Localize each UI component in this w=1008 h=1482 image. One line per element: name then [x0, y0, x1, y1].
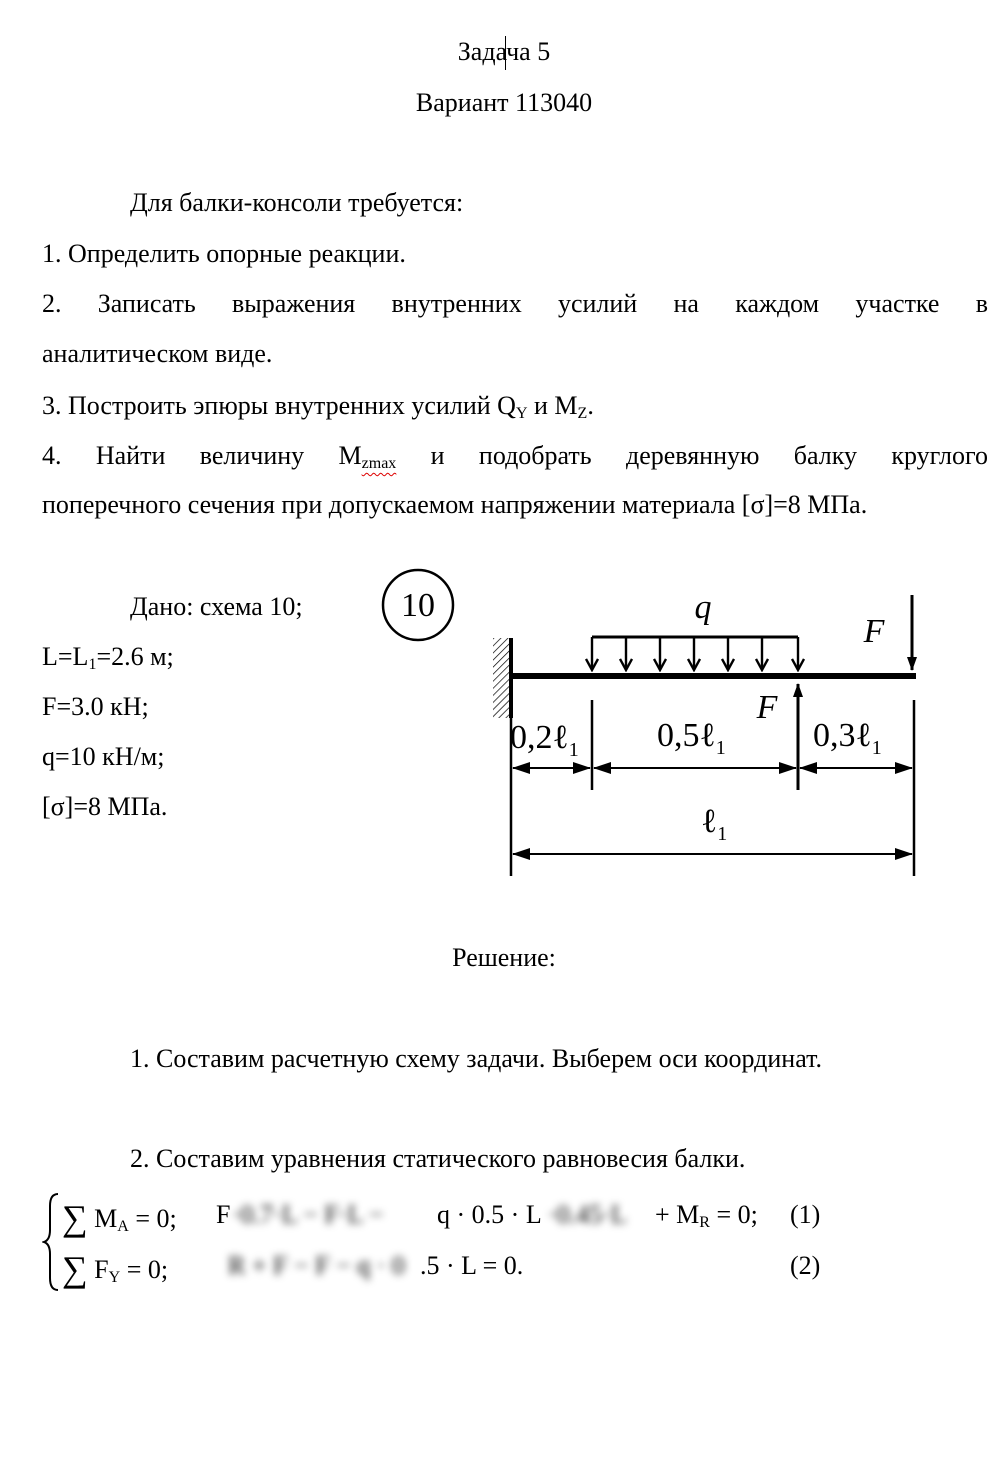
wall-hatch	[493, 638, 509, 718]
dim-label-3: 0,3ℓ$_1$	[813, 717, 882, 759]
solution-step-2: 2. Составим уравнения статического равновесия балки.	[130, 1144, 746, 1173]
requirement-4-line2: поперечного сечения при допускаемом напряжении материала [σ]=8 МПа.	[42, 490, 868, 519]
requirement-3: 3. Построить эпюры внутренних усилий $Q_Y$ и $M_Z$.	[42, 391, 594, 422]
solution-heading: Решение:	[452, 943, 556, 972]
sum-sign: ∑	[62, 1198, 88, 1238]
given-F: F=3.0 кН;	[42, 692, 149, 721]
given-title: Дано: схема 10;	[130, 592, 303, 621]
spellcheck-underline: zmax	[361, 455, 397, 472]
given-q: q=10 кН/м;	[42, 742, 165, 771]
force-F-end-label: F	[863, 613, 885, 650]
requirement-1: 1. Определить опорные реакции.	[42, 239, 406, 268]
equation-2-number: (2)	[790, 1251, 821, 1280]
equation-1-hidden-part-2: ·0.45·L	[548, 1200, 627, 1229]
force-F-mid-label: F	[756, 689, 778, 726]
variant-title: Вариант 113040	[415, 88, 593, 117]
given-sigma: [σ]=8 МПа.	[42, 792, 168, 821]
sum-sign: ∑	[62, 1249, 88, 1289]
equation-1-hidden-part: ·0.7·L − F·L −	[232, 1200, 384, 1229]
equation-2-visible-part: .5 · L = 0.	[420, 1251, 524, 1280]
q-load-arrows	[592, 637, 798, 670]
task-title: Задача 5	[457, 37, 551, 66]
given-L: $L=L_1=2.6$ м;	[42, 642, 174, 673]
scheme-number: 10	[401, 587, 435, 624]
q-label: q	[694, 589, 712, 626]
equation-1-end: + $M_R = 0$;	[655, 1200, 758, 1231]
equation-1-number: (1)	[790, 1200, 821, 1229]
dim-label-total: ℓ$_1$	[701, 803, 728, 845]
dim-label-2: 0,5ℓ$_1$	[657, 717, 726, 759]
dim-label-1: 0,2ℓ$_1$	[510, 719, 579, 761]
equation-2-hidden-part: R + F − F − q · 0	[228, 1251, 405, 1280]
solution-step-1: 1. Составим расчетную схему задачи. Выберем оси координат.	[130, 1044, 822, 1073]
equation-1-visible-part: q · 0.5 · L	[437, 1200, 542, 1229]
system-brace	[42, 1192, 62, 1292]
requirement-2-line2: аналитическом виде.	[42, 339, 273, 368]
requirement-4-line1: 4. Найти величину $M_{zmax}$ и подобрать деревянную балку круглого	[42, 441, 988, 472]
requirement-2-line1: 2. Записать выражения внутренних усилий на каждом участке в	[42, 289, 988, 318]
equation-2: ∑ $F_Y = 0$;	[62, 1249, 169, 1289]
requirements-intro: Для балки-консоли требуется:	[130, 188, 464, 217]
equation-1-body: F	[216, 1200, 231, 1229]
equation-1: ∑ $M_A = 0$;	[62, 1198, 177, 1238]
scheme-number-circle	[383, 570, 453, 640]
